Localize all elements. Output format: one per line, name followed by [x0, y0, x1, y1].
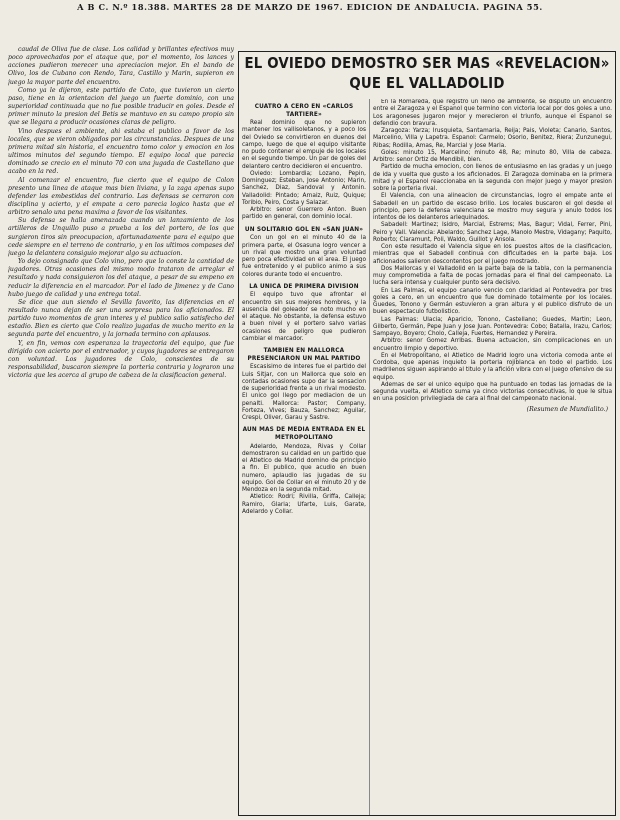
- section-heading: LA UNICA DE PRIMERA DIVISION: [249, 281, 359, 290]
- section-heading: TAMBIEN EN MALLORCA PRESENCIARON UN MAL PARTIDO: [247, 346, 361, 362]
- section-paragraph: Adelardo, Mendoza, Rivas y Collar demostraron su calidad en un partido que el Atletico de Madrid domino de principio a fin. El publico, que acudio en buen numero, aplaudio las jugadas de su equipo. Gol de Collar en el minuto 20 y de Mendoza en la segunda mitad.: [242, 443, 366, 493]
- report-paragraph: Arbitro: senor Gomez Arribas. Buena actuacion, sin complicaciones en un encuentro limpio y deportivo.: [373, 338, 612, 352]
- section-paragraph: Oviedo: Lombardia; Lozano, Pepin, Dominguez; Esteban, Jose Antonio; Marin, Sanchez, Diaz, Sandoval y Antonin. Valladolid: Pintado; Arnaiz, Ruiz, Quique; Toribio, Peiro, Costa y Salazar.: [242, 170, 366, 206]
- left-paragraph: Como ya le dijeron, este partido de Coto, que tuvieron un cierto paso, tiene en la orientacion del juego un fuerte dominio, con una superioridad continuada que no fue posible traducir en goles. Desde el primer minuto la presion del Betis se mantuvo en su campo propio sin que se llegara a producir ocasiones claras de peligro.: [8, 86, 234, 127]
- report-paragraph: En el Metropolitano, el Atletico de Madrid logro una victoria comoda ante el Cordoba, que apenas inquieto la porteria rojiblanca en todo el partido. Los madrilenos siguen aspirando al titulo y la afición vibra con el juego ofensivo de su equipo.: [373, 352, 612, 381]
- article-byline: (Resumen de Mundialito.): [526, 405, 608, 413]
- left-paragraph: Y, en fin, vemos con esperanza la trayectoria del equipo, que fue dirigido con acierto por el entrenador, y cuyos jugadores se entregaron con voluntad. Los jugadores de Colo, conscientes de su responsabilidad, buscaron siempre la porteria contraria y lograron una victoria que les acerca al grupo de cabeza de la clasificacion general.: [8, 339, 234, 380]
- section-paragraph: Con un gol en el minuto 40 de la primera parte, el Osasuna logro vencer a un rival que mostro una gran voluntad pero poca efectividad en el area. El juego fue entretenido y el publico animo a sus colores durante todo el encuentro.: [242, 235, 366, 278]
- left-paragraph: Se dice que aun siendo el Sevilla favorito, las diferencias en el resultado nunca dejan de ser una sorpresa para los aficionados. El partido tuvo momentos de gran interes y el publico salio satisfecho del estadio. Bien es cierto que Colo realizo jugadas de mucho merito en la segunda parte del encuentro, y la jornada termino con aplausos.: [8, 298, 234, 339]
- left-paragraph: Vino despues el ambiente, ahi estaba el publico a favor de los locales, que se vieron obligados por las circunstancias. Despues de una primera mitad sin historia, el encuentro tomo color y emocion en los ultimos minutos del segundo tiempo. El equipo local que parecia dominado se crecio en el minuto 70 con una jugada de Castellano que acabo en la red.: [8, 127, 234, 176]
- left-paragraph: Al comenzar el encuentro, fue cierto que el equipo de Colon presento una linea de ataque mas bien liviana, y la zaga apenas supo defender las embestidas del contrario. Las defensas se cerraron con disciplina y acierto, y el empate a cero parecia logico hasta que el arbitro senalo una pena maxima a favor de los visitantes.: [8, 176, 234, 217]
- report-paragraph: El Valencia, con una alineacion de circunstancias, logro el empate ante el Sabadell en un partido de escaso brillo. Los locales buscaron el gol desde el principio, pero la defensa valenciana se mostro muy segura y anulo todos los intentos de los delanteros arlequinados.: [373, 193, 612, 221]
- headline-box: [238, 51, 616, 99]
- page-header: A B C. N.º 18.388. MARTES 28 DE MARZO DE 1967. EDICION DE ANDALUCIA. PAGINA 55.: [77, 2, 543, 12]
- report-paragraph: Partido de mucha emocion, con llenos de entusiasmo en las gradas y un juego de ida y vuelta que gusto a los aficionados. El Zaragoza dominaba en la primera mitad y el Espanol reaccionaba en la segunda con mejor juego y mayor presion sobre la porteria rival.: [373, 164, 612, 192]
- section-paragraph: El equipo tuvo que afrontar el encuentro sin sus mejores hombres, y la ausencia del goleador se noto mucho en el ataque. No obstante, la defensa estuvo a buen nivel y el portero salvo varias ocasiones de peligro que pudieron cambiar el marcador.: [242, 292, 366, 342]
- section-paragraph: Atletico: Rodri; Rivilla, Griffa, Calleja; Ramiro, Glaria; Ufarte, Luis, Garate, Adelardo y Collar.: [242, 494, 366, 515]
- section-paragraph: Arbitro: senor Guerrero Anton. Buen partido en general, con dominio local.: [242, 207, 366, 221]
- report-paragraph: Ademas de ser el unico equipo que ha puntuado en todas las jornadas de la segunda vuelta, el Atletico suma ya cinco victorias consecutivas, lo que le situa en una posicion privilegiada de cara al final del campeonato nacional.: [373, 381, 612, 403]
- report-paragraph: Las Palmas: Ulacia; Aparicio, Tonono, Castellano; Guedes, Martin; Leon, Gilberto, Germán, Pepe Juan y Jose Juan. Pontevedra: Cobo; Batalla, Irazu, Carlos; Sampayo, Boyero; Cholo, Calleja, Fuertes, Hernandez y Pereira.: [373, 316, 612, 337]
- report-columns: [238, 99, 616, 816]
- football-report-box: [238, 51, 616, 811]
- report-paragraph: En la Romareda, que registro un lleno de ambiente, se disputo un encuentro entre el Zaragoza y el Espanol que termino con victoria local por dos goles a uno. Los aragoneses jugaron mejor y merecieron el triunfo, aunque el Espanol se defendio con bravura.: [373, 99, 612, 127]
- section-paragraph: Real dominio que no supieron mantener los vallisoletanos, y a poco los del Oviedo se convirtieron en duenos del campo, luego de que el equipo visitante no pudo contener el empuje de los locales en el segundo tiempo. Un par de goles del delantero centro decidieron el encuentro.: [242, 120, 366, 170]
- section-paragraph: Escasisimo de interes fue el partido del Luis Sitjar, con un Mallorca que solo en contadas ocasiones supo dar la sensacion de superioridad frente a un rival modesto. El unico gol llego por mediacion de un penalti. Mallorca: Pastor; Company, Forteza, Vives; Bauza, Sanchez; Aguilar, Crespi, Oliver, Garau y Sastre.: [242, 364, 366, 422]
- report-paragraph: Dos Mallorcas y el Valladolid en la parte baja de la tabla, con la permanencia muy comprometida a falta de pocas jornadas para el final del campeonato. La lucha sera intensa y cualquier punto sera decisivo.: [373, 265, 612, 287]
- section-heading: CUATRO A CERO EN «CARLOS TARTIERE»: [254, 102, 354, 118]
- left-paragraph: Su defensa se halla amenazada cuando un lanzamiento de los artilleros de Unquillo puso a prueba a los del portero, de los que surgieron tiros sin preocupacion, afortunadamente para el equipo que cede siempre en el terreno de contrario, y en los ultimos compases del juego la delantera consiguio mejorar algo su actuacion.: [8, 217, 234, 257]
- headline-line-2: QUE EL VALLADOLID: [349, 75, 505, 92]
- report-paragraph: Sabadell: Martinez; Isidro, Marcial, Estrems; Mas, Bagur; Vidal, Ferrer, Pini, Peiro y Vall. Valencia: Abelardo; Sanchez Lage, Manolo Mestre, Vidagany; Paquito, Roberto; Claramunt, Poli, Waldo, Guillot y Ansola.: [373, 222, 612, 243]
- section-heading: UN SOLITARIO GOL EN «SAN JUAN»: [244, 224, 364, 233]
- section-heading: AUN MAS DE MEDIA ENTRADA EN EL METROPOLITANO: [242, 425, 366, 441]
- report-paragraph: Goles: minuto 15, Marcelino; minuto 48, Re; minuto 80, Villa de cabeza. Arbitro: senor Ortiz de Mendibil, bien.: [373, 149, 612, 163]
- report-paragraph: En Las Palmas, el equipo canario vencio con claridad al Pontevedra por tres goles a cero, en un encuentro que fue dominado totalmente por los locales. Guedes, Tonono y Germán estuvieron a gran altura y el publico disfruto de un buen espectaculo futbolistico.: [373, 287, 612, 316]
- report-left-subcolumn: [239, 99, 370, 815]
- left-paragraph: Yo dejo consignado que Colo vino, pero que lo conste la cantidad de jugadores. Otras ocasiones del mismo modo trataron de arreglar el resultado y nada consiguieron los del ataque, a pesar de su empeno en reducir la diferencia en el marcador. Por el lado de Jimenez y de Cano hubo juego de calidad y una entrega total.: [8, 258, 234, 298]
- report-paragraph: Con este resultado el Valencia sigue en los puestos altos de la clasificacion, mientras que el Sabadell continua con dificultades en la parte baja. Los aficionados salieron descontentos por el juego mostrado.: [373, 244, 612, 265]
- left-paragraph: caudal de Oliva fue de clase. Los calidad y brillantes efectivos muy poco aprovechados por el ataque que, por el momento, los lances y acciones pudieron merecer una apreciacion mejor. En el bando de Olivo, los de Cubano con Rendo, Tara, Castillo y Marin, supieron en juego la mayor parte del encuentro.: [8, 46, 234, 86]
- report-paragraph: Zaragoza: Yarza; Irusquieta, Santamaria, Reija; Pais, Violeta; Canario, Santos, Marcelino, Villa y Lapetra. Espanol: Carmelo; Osorio, Benitez, Riera; Zunzunegui, Ribas; Rodilla, Amas, Re, Marcial y Jose Maria.: [373, 128, 612, 149]
- left-column-article: [8, 46, 234, 806]
- report-right-subcolumn: [370, 99, 615, 815]
- headline-line-1: EL OVIEDO DEMOSTRO SER MAS «REVELACION»: [244, 55, 610, 72]
